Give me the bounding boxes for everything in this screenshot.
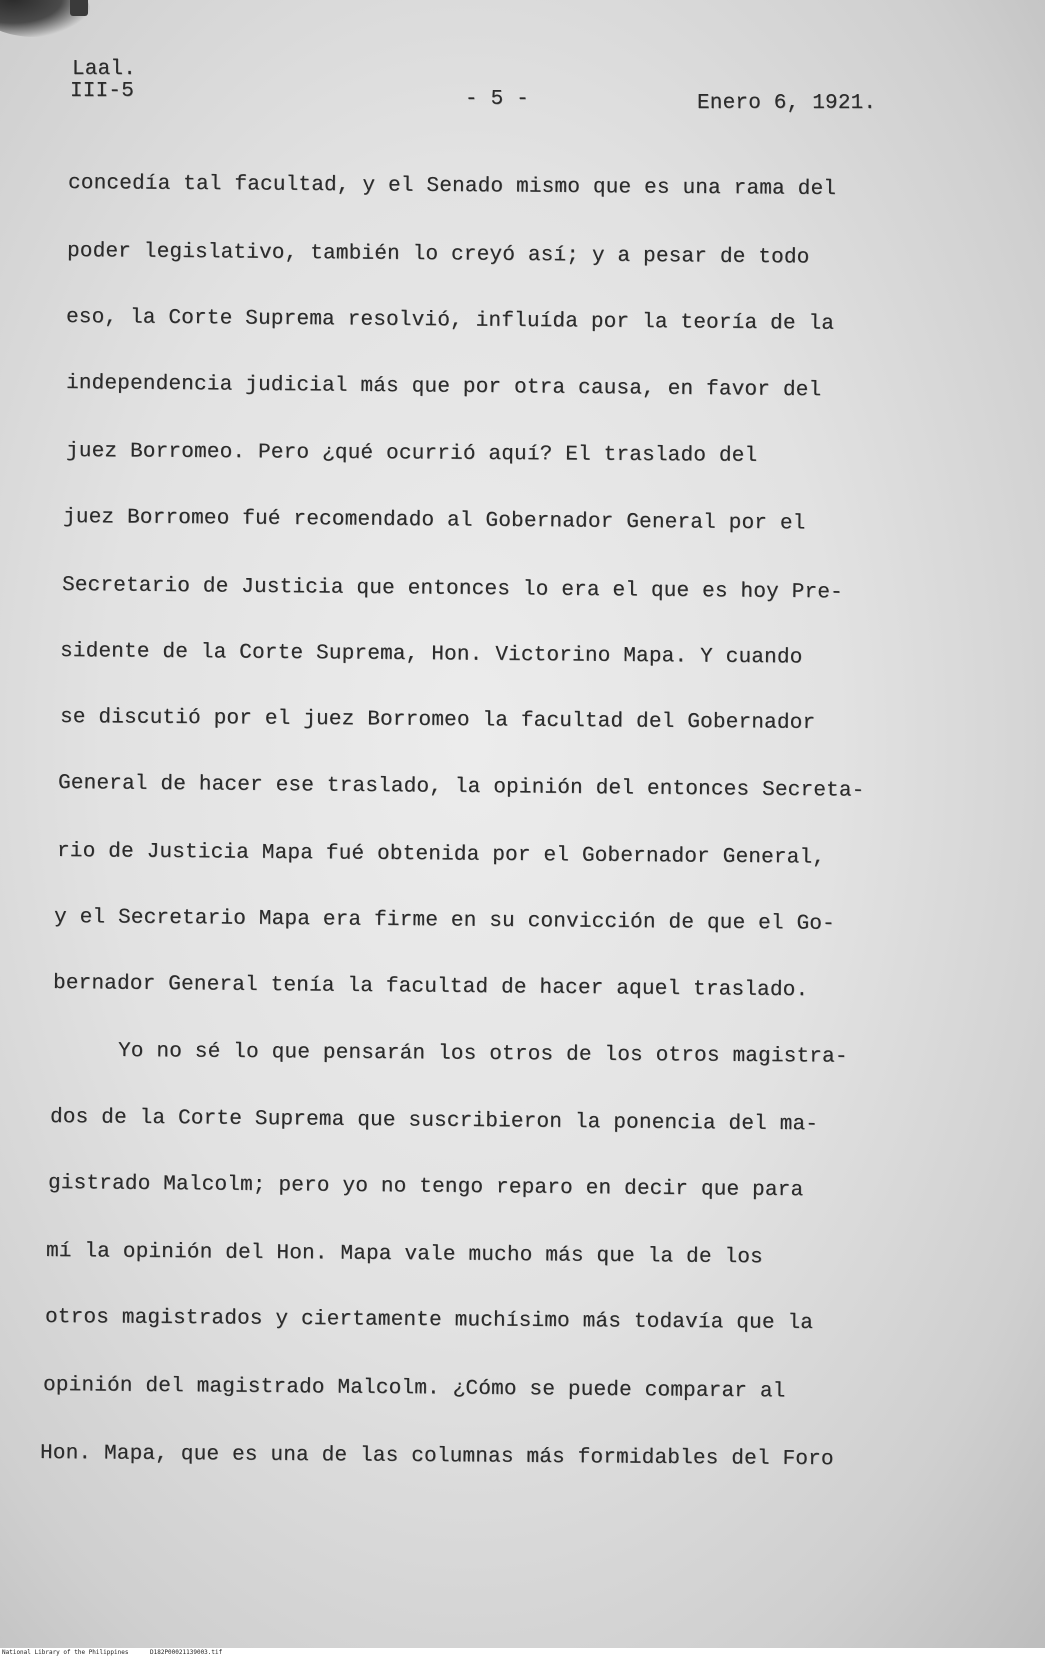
text-line: poder legislativo, también lo creyó así; y a pesar de todo (66, 240, 810, 270)
text-line: rio de Justicia Mapa fué obtenida por el Gobernador General, (56, 840, 826, 870)
text-line: Hon. Mapa, que es una de las columnas más formidables del Foro (39, 1442, 834, 1472)
library-credit: National Library of the Philippines (2, 1649, 129, 1656)
reference-number: III-5 (70, 80, 135, 103)
file-name: D182P00021139003.tif (150, 1649, 223, 1656)
page-number: - 5 - (465, 88, 530, 111)
text-line: juez Borromeo fué recomendado al Gobernador General por el (62, 506, 806, 536)
document-date: Enero 6, 1921. (697, 92, 877, 115)
text-line: dos de la Corte Suprema que suscribieron la ponencia del ma- (49, 1106, 819, 1137)
text-line: se discutió por el juez Borromeo la facultad del Gobernador (59, 706, 816, 735)
text-line: gistrado Malcolm; pero yo no tengo reparo en decir que para (47, 1172, 804, 1203)
binder-clip (70, 0, 88, 16)
text-line: juez Borromeo. Pero ¿qué ocurrió aquí? El traslado del (65, 440, 758, 468)
text-line: concedía tal facultad, y el Senado mismo que es una rama del (67, 172, 837, 202)
text-line: opinión del magistrado Malcolm. ¿Cómo se puede comparar al (42, 1374, 786, 1404)
text-line: y el Secretario Mapa era firme en su convicción de que el Go- (53, 906, 836, 936)
text-line: mí la opinión del Hon. Mapa vale mucho más que la de los (45, 1240, 763, 1270)
text-line: bernador General tenía la facultad de hacer aquel traslado. (52, 972, 809, 1003)
text-line: otros magistrados y ciertamente muchísimo más todavía que la (44, 1306, 814, 1336)
scan-footer (0, 1648, 1045, 1658)
text-line: eso, la Corte Suprema resolvió, influída por la teoría de la (65, 306, 835, 336)
text-line: sidente de la Corte Suprema, Hon. Victorino Mapa. Y cuando (59, 640, 803, 670)
paragraph-start-line: Yo no sé lo que pensarán los otros de los otros magistra- (117, 1040, 848, 1069)
text-line: independencia judicial más que por otra causa, en favor del (65, 372, 822, 403)
reference-initials: Laal. (72, 58, 137, 81)
text-line: Secretario de Justicia que entonces lo era el que es hoy Pre- (61, 574, 844, 605)
text-line: General de hacer ese traslado, la opinión del entonces Secreta- (57, 772, 865, 803)
